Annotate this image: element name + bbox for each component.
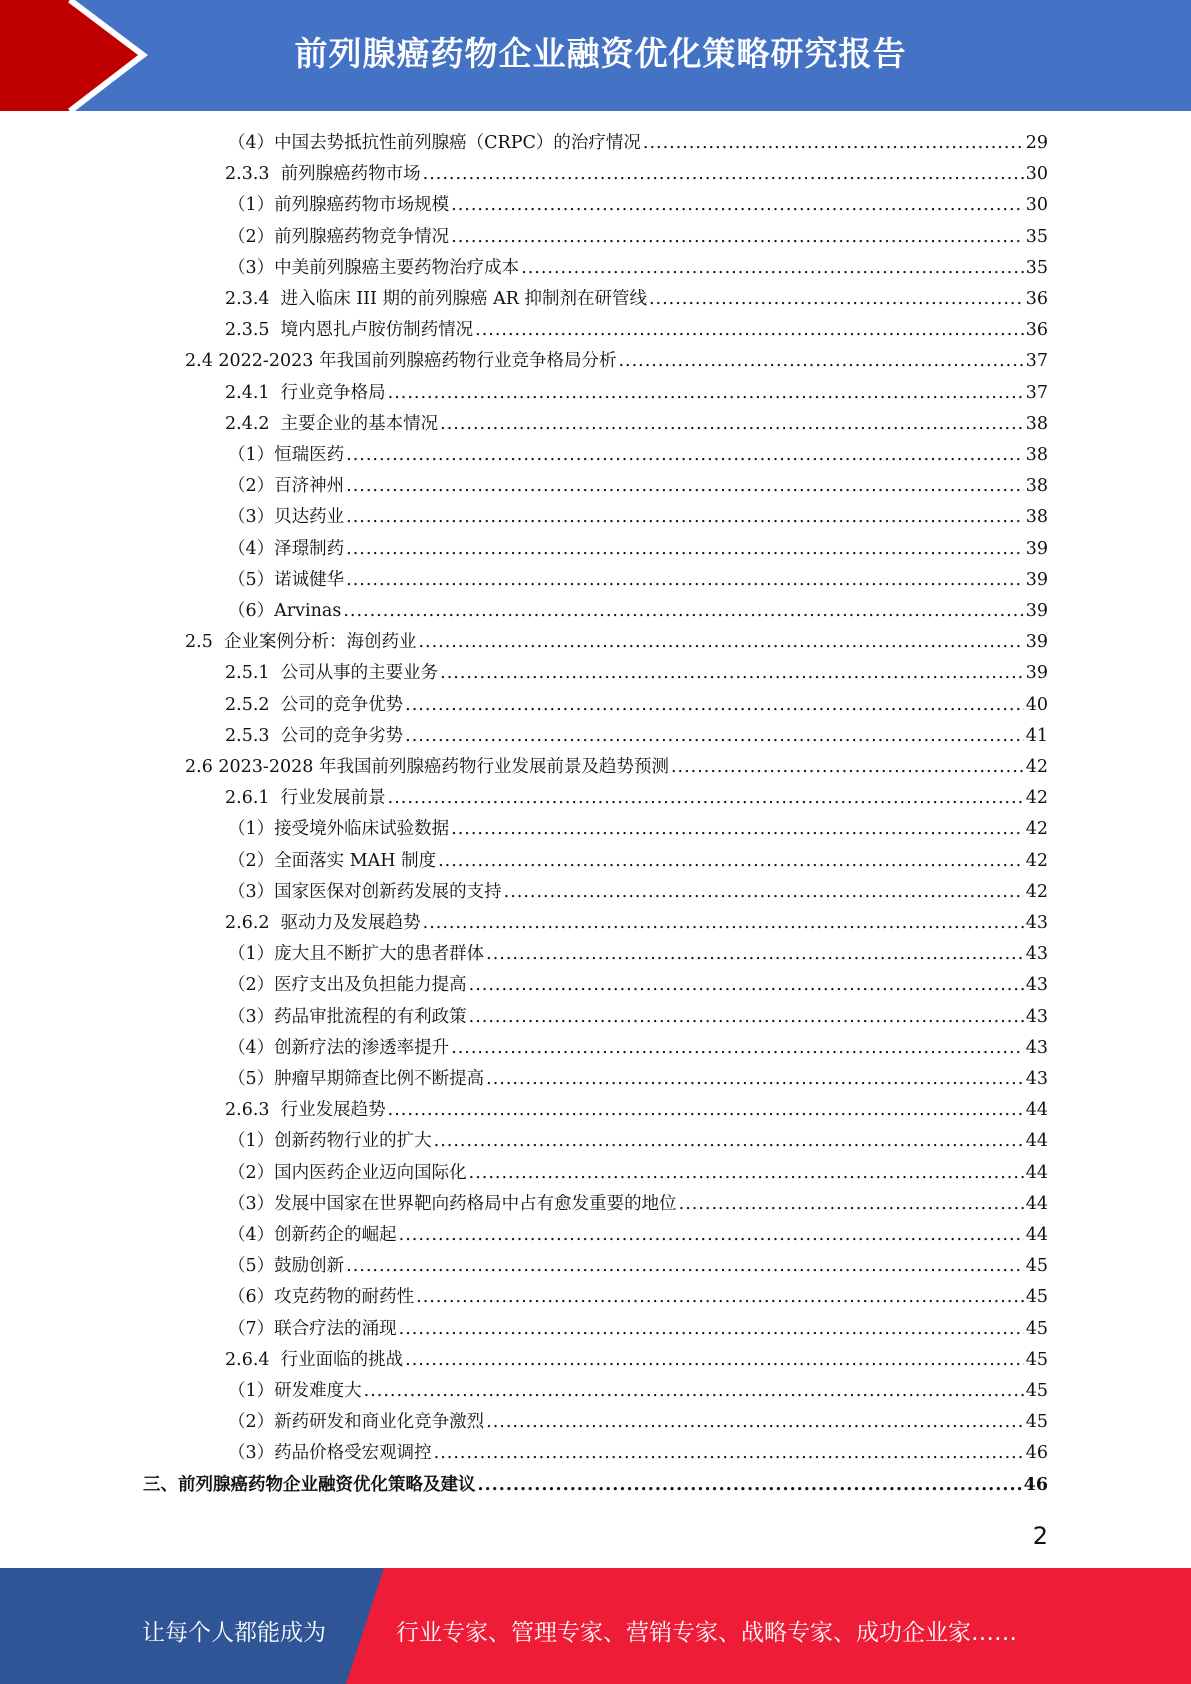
toc-entry-label: （4）创新药企的崛起 (228, 1225, 397, 1245)
toc-entry-page: 35 (1025, 257, 1048, 278)
toc-entry[interactable] (225, 410, 1048, 441)
toc-entry-label: 2.5.3 公司的竞争劣势 (225, 725, 404, 746)
toc-entry[interactable] (225, 691, 1048, 722)
toc-entry-label: 2.6.1 行业发展前景 (225, 788, 386, 809)
toc-entry[interactable] (228, 1377, 1048, 1408)
toc-entry[interactable] (225, 909, 1048, 940)
toc-entry-page: 38 (1025, 413, 1048, 434)
toc-entry-page: 39 (1025, 632, 1048, 653)
toc-entry[interactable] (225, 722, 1048, 753)
toc-leader-dots (423, 913, 1024, 933)
toc-leader-dots (451, 195, 1024, 215)
toc-entry-label: （2）医疗支出及负担能力提高 (228, 975, 467, 996)
toc-entry-page: 43 (1025, 1069, 1048, 1089)
toc-entry[interactable] (228, 129, 1048, 160)
toc-leader-dots (405, 695, 1024, 715)
toc-leader-dots (486, 944, 1024, 964)
toc-entry[interactable] (225, 784, 1048, 815)
toc-entry-label: （1）前列腺癌药物市场规模 (228, 195, 450, 216)
toc-leader-dots (475, 320, 1024, 340)
toc-entry-label: 2.3.5 境内恩扎卢胺仿制药情况 (225, 320, 474, 341)
toc-entry[interactable] (225, 316, 1048, 347)
toc-entry-page: 38 (1025, 445, 1048, 465)
toc-entry-page: 44 (1025, 1193, 1048, 1214)
toc-entry[interactable] (228, 566, 1048, 597)
page-footer (0, 1568, 1191, 1684)
toc-entry[interactable] (143, 1471, 1048, 1502)
toc-leader-dots (416, 1287, 1024, 1307)
toc-leader-dots (469, 1007, 1024, 1027)
toc-leader-dots (343, 601, 1023, 621)
toc-entry[interactable] (228, 191, 1048, 222)
toc-leader-dots (649, 289, 1024, 309)
toc-entry[interactable] (228, 597, 1048, 628)
toc-entry-label: （6）攻克药物的耐药性 (228, 1287, 415, 1308)
toc-entry-page: 42 (1025, 850, 1048, 871)
toc-entry-page: 42 (1025, 788, 1048, 809)
toc-entry-page: 46 (1023, 1474, 1048, 1495)
toc-entry[interactable] (228, 815, 1048, 846)
toc-entry[interactable] (228, 847, 1048, 878)
toc-entry[interactable] (228, 441, 1048, 472)
toc-leader-dots (399, 1319, 1024, 1339)
toc-entry-page: 46 (1025, 1443, 1048, 1464)
toc-leader-dots (469, 975, 1024, 995)
toc-entry-page: 38 (1025, 476, 1048, 497)
toc-entry[interactable] (228, 1127, 1048, 1158)
toc-leader-dots (346, 445, 1024, 465)
toc-leader-dots (486, 1069, 1024, 1089)
toc-entry-label: （5）鼓励创新 (228, 1256, 345, 1277)
toc-entry[interactable] (228, 1252, 1048, 1283)
toc-leader-dots (405, 1350, 1024, 1370)
toc-entry-page: 44 (1025, 1131, 1048, 1152)
toc-entry[interactable] (225, 1346, 1048, 1377)
toc-entry-label: （1）庞大且不断扩大的患者群体 (228, 944, 485, 965)
toc-entry-page: 39 (1025, 569, 1048, 590)
toc-entry-label: （5）诺诚健华 (228, 569, 345, 590)
toc-leader-dots (399, 1225, 1024, 1245)
toc-entry-page: 37 (1025, 351, 1048, 372)
toc-entry[interactable] (228, 1315, 1048, 1346)
toc-entry-label: 2.3.3 前列腺癌药物市场 (225, 164, 421, 185)
toc-entry[interactable] (225, 659, 1048, 690)
toc-entry[interactable] (225, 379, 1048, 410)
toc-entry-page: 36 (1025, 289, 1048, 309)
toc-entry-page: 43 (1025, 944, 1048, 965)
toc-entry-page: 38 (1025, 507, 1048, 528)
page-header (0, 0, 1191, 111)
toc-entry-page: 45 (1025, 1412, 1048, 1433)
toc-entry-page: 44 (1025, 1100, 1048, 1121)
toc-entry[interactable] (228, 1190, 1048, 1221)
toc-entry-label: 三、前列腺癌药物企业融资优化策略及建议 (143, 1474, 476, 1495)
toc-leader-dots (451, 1038, 1024, 1058)
toc-entry-label: （1）恒瑞医药 (228, 445, 345, 465)
toc-entry-page: 39 (1025, 601, 1048, 621)
toc-entry-label: 2.4.1 行业竞争格局 (225, 382, 386, 403)
toc-entry[interactable] (228, 1221, 1048, 1252)
toc-entry[interactable] (228, 223, 1048, 254)
toc-entry-label: 2.5 企业案例分析：海创药业 (185, 632, 417, 653)
toc-entry[interactable] (228, 535, 1048, 566)
toc-leader-dots (346, 570, 1024, 590)
toc-entry-page: 43 (1025, 913, 1048, 933)
toc-entry-label: （4）泽璟制药 (228, 538, 345, 559)
toc-entry-label: （4）中国去势抵抗性前列腺癌（CRPC）的治疗情况 (228, 133, 641, 153)
toc-entry-label: 2.5.2 公司的竞争优势 (225, 694, 404, 715)
toc-entry-page: 42 (1025, 819, 1048, 840)
toc-entry-label: （3）发展中国家在世界靶向药格局中占有愈发重要的地位 (228, 1193, 677, 1214)
toc-entry[interactable] (228, 254, 1048, 285)
toc-entry-page: 39 (1025, 663, 1048, 684)
toc-entry[interactable] (228, 1159, 1048, 1190)
toc-leader-dots (451, 227, 1024, 247)
toc-entry-label: （2）新药研发和商业化竞争激烈 (228, 1412, 485, 1433)
toc-entry-label: （6）Arvinas (228, 601, 342, 621)
toc-entry-page: 37 (1025, 382, 1048, 403)
toc-leader-dots (388, 383, 1024, 403)
toc-entry[interactable] (225, 160, 1048, 191)
toc-entry-label: 2.6.2 驱动力及发展趋势 (225, 913, 421, 933)
toc-entry-label: （5）肿瘤早期筛查比例不断提高 (228, 1069, 485, 1089)
toc-entry-page: 45 (1025, 1381, 1048, 1401)
toc-entry-label: （3）药品审批流程的有利政策 (228, 1006, 467, 1027)
toc-entry-page: 42 (1025, 881, 1048, 902)
toc-entry-page: 36 (1025, 320, 1048, 341)
toc-entry[interactable] (228, 472, 1048, 503)
footer-slogan-left: 让每个人都能成为 (142, 1620, 326, 1646)
toc-leader-dots (388, 788, 1024, 808)
toc-entry-label: （2）全面落实 MAH 制度 (228, 850, 437, 871)
toc-entry-page: 44 (1025, 1162, 1048, 1183)
toc-entry[interactable] (228, 940, 1048, 971)
toc-entry-page: 44 (1025, 1225, 1048, 1245)
toc-entry-page: 45 (1025, 1318, 1048, 1339)
toc-entry-label: 2.3.4 进入临床 III 期的前列腺癌 AR 抑制剂在研管线 (225, 289, 647, 309)
toc-entry-label: 2.4.2 主要企业的基本情况 (225, 413, 439, 434)
page-number: 2 (1032, 1522, 1048, 1550)
toc-entry[interactable] (228, 1408, 1048, 1439)
toc-entry-page: 30 (1025, 195, 1048, 216)
toc-leader-dots (388, 1100, 1024, 1120)
toc-entry[interactable] (185, 628, 1048, 659)
toc-entry-label: （2）百济神州 (228, 476, 345, 497)
toc-leader-dots (434, 1131, 1024, 1151)
footer-slogan-right: 行业专家、管理专家、营销专家、战略专家、成功企业家…… (396, 1620, 1017, 1646)
toc-entry[interactable] (228, 971, 1048, 1002)
report-title: 前列腺癌药物企业融资优化策略研究报告 (294, 34, 907, 73)
toc-leader-dots (469, 1163, 1024, 1183)
toc-leader-dots (418, 632, 1023, 652)
toc-entry[interactable] (225, 1096, 1048, 1127)
toc-entry-label: （2）国内医药企业迈向国际化 (228, 1162, 467, 1183)
toc-entry-label: 2.5.1 公司从事的主要业务 (225, 663, 439, 684)
toc-entry-label: （1）创新药物行业的扩大 (228, 1131, 432, 1152)
toc-leader-dots (671, 757, 1024, 777)
toc-entry-label: （3）药品价格受宏观调控 (228, 1443, 432, 1464)
toc-entry-page: 45 (1025, 1349, 1048, 1370)
toc-leader-dots (478, 1475, 1022, 1495)
toc-leader-dots (423, 164, 1024, 184)
toc-leader-dots (440, 414, 1024, 434)
toc-entry-label: （4）创新疗法的渗透率提升 (228, 1037, 450, 1058)
toc-leader-dots (440, 663, 1024, 683)
toc-leader-dots (504, 882, 1024, 902)
toc-leader-dots (346, 1256, 1024, 1276)
toc-entry[interactable] (228, 1283, 1048, 1314)
toc-entry-page: 43 (1025, 1006, 1048, 1027)
toc-entry-label: （3）贝达药业 (228, 507, 345, 528)
toc-entry[interactable] (185, 753, 1048, 784)
toc-entry[interactable] (228, 1003, 1048, 1034)
toc-leader-dots (486, 1412, 1024, 1432)
toc-entry-page: 40 (1025, 694, 1048, 715)
toc-entry[interactable] (228, 1034, 1048, 1065)
toc-leader-dots (521, 258, 1024, 278)
toc-entry-page: 45 (1025, 1256, 1048, 1277)
toc-entry[interactable] (228, 878, 1048, 909)
toc-entry[interactable] (185, 347, 1048, 378)
toc-entry-label: （3）中美前列腺癌主要药物治疗成本 (228, 257, 520, 278)
toc-entry-label: （2）前列腺癌药物竞争情况 (228, 226, 450, 247)
toc-leader-dots (438, 851, 1024, 871)
toc-entry-page: 41 (1025, 725, 1048, 746)
toc-entry-page: 43 (1025, 975, 1048, 996)
toc-entry-label: （7）联合疗法的涌现 (228, 1318, 397, 1339)
toc-leader-dots (679, 1194, 1024, 1214)
toc-leader-dots (346, 507, 1024, 527)
toc-leader-dots (405, 726, 1024, 746)
toc-entry-page: 30 (1025, 164, 1048, 185)
toc-leader-dots (346, 476, 1024, 496)
toc-entry[interactable] (228, 1439, 1048, 1470)
toc-entry-label: 2.6 2023-2028 年我国前列腺癌药物行业发展前景及趋势预测 (185, 757, 669, 777)
toc-entry-label: 2.6.3 行业发展趋势 (225, 1100, 386, 1121)
toc-entry[interactable] (228, 503, 1048, 534)
toc-entry-label: （3）国家医保对创新药发展的支持 (228, 881, 502, 902)
toc-leader-dots (618, 351, 1023, 371)
toc-entry-label: （1）接受境外临床试验数据 (228, 819, 450, 840)
toc-entry-page: 45 (1025, 1287, 1048, 1308)
toc-entry-label: 2.6.4 行业面临的挑战 (225, 1349, 404, 1370)
toc-entry-page: 39 (1025, 538, 1048, 559)
toc-entry-page: 42 (1025, 757, 1048, 777)
toc-entry[interactable] (228, 1065, 1048, 1096)
toc-entry-label: （1）研发难度大 (228, 1381, 362, 1401)
toc-entry-page: 35 (1025, 226, 1048, 247)
toc-entry-page: 43 (1025, 1037, 1048, 1058)
toc-leader-dots (434, 1443, 1024, 1463)
toc-leader-dots (364, 1381, 1024, 1401)
toc-entry[interactable] (225, 285, 1048, 316)
toc-leader-dots (451, 819, 1024, 839)
toc-entry-label: 2.4 2022-2023 年我国前列腺癌药物行业竞争格局分析 (185, 351, 617, 372)
toc-leader-dots (643, 133, 1024, 153)
toc-leader-dots (346, 539, 1024, 559)
toc-entry-page: 29 (1025, 133, 1048, 153)
